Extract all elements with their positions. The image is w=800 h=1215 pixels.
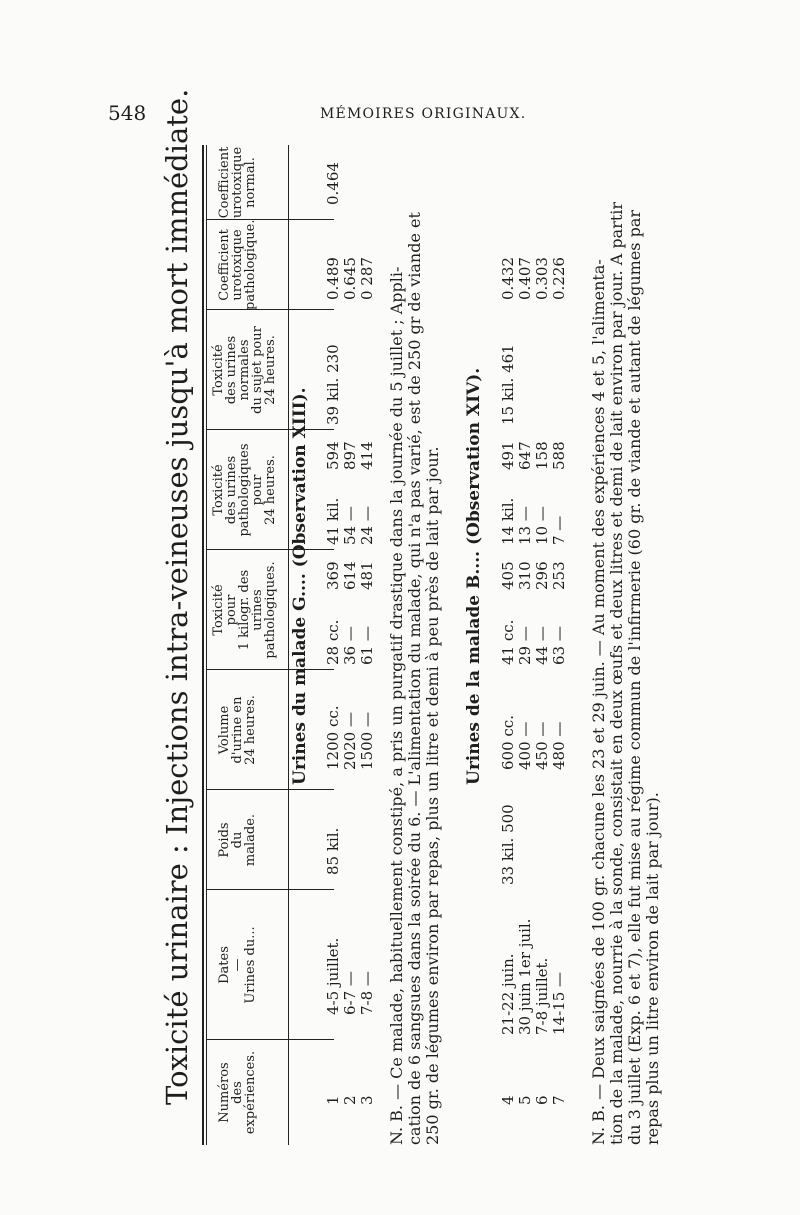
header-coef-norm: Coefficient urotoxique normal. (217, 146, 258, 219)
top-rule-thin (206, 145, 207, 1145)
page-number: 548 (108, 101, 147, 125)
group2-tox-kg-b: 405 310 296 253 (499, 561, 568, 590)
group1-tox-norm: 39 kil. 230 (324, 344, 342, 425)
group1-tox-kg-a: 28 cc. 36 — 61 — (324, 619, 376, 665)
group1-tox-24-a: 41 kil. 54 — 24 — (324, 497, 376, 545)
header-numeros: Numéros des expériences. (217, 1050, 258, 1135)
group2-nums: 4 5 6 7 (499, 1095, 568, 1105)
group1-nums: 1 2 3 (324, 1095, 376, 1105)
header-poids: Poids du malade. (217, 813, 258, 867)
running-head: MÉMOIRES ORIGINAUX. (320, 106, 527, 122)
header-dates: Dates — Urines du... (217, 926, 258, 1004)
group2-coef-path: 0.432 0.407 0.303 0.226 (499, 257, 568, 300)
top-rule (202, 145, 204, 1145)
group2-tox-norm: 15 kil. 461 (499, 344, 517, 425)
header-bottom-rule (288, 145, 289, 1145)
group1-heading: Urines du malade G.... (Observation XIII). (290, 387, 310, 785)
group2-volume: 600 cc. 400 — 450 — 480 — (499, 715, 568, 770)
group2-heading: Urines de la malade B.... (Observation XIV). (464, 367, 484, 785)
group1-coef-path: 0.489 0.645 0 287 (324, 257, 376, 300)
group1-volume: 1200 cc. 2020 — 1500 — (324, 705, 376, 770)
group2-tox-24-a: 14 kil. 13 — 10 — 7 — (499, 497, 568, 545)
group2-tox-24-b: 491 647 158 588 (499, 441, 568, 470)
group2-note: N. B. — Deux saignées de 100 gr. chacune les 23 et 29 juin. — Au moment des expériences 4 et 5, l'alimenta- tion de la malade, nourrie à la sonde, consistait en deux œufs et deux litres et demi de lait environ par jour. A partir du 3 juillet (Exp. 6 et 7), elle fut mise au régime commun de l'infirmerie (60 gr. de viande et autant de légumes par repas plus un litre environ de lait par jour). (589, 201, 662, 1145)
header-toxicite-kg: Toxicité pour 1 kilogr. des urines pathologiques. (211, 561, 278, 659)
group2-tox-kg-a: 41 cc. 29 — 44 — 63 — (499, 619, 568, 665)
group2-dates: 21-22 juin. 30 juin 1er juil. 7-8 juillet. 14-15 — (499, 918, 568, 1035)
group1-note: N. B. — Ce malade, habituellement constipé, a pris un purgatif drastique dans la journée du 5 juillet ; Appli- cation de 6 sangsues dans la soirée du 6. — L'alimentation du malade, qui n'a pas varié, est de 250 gr de viande et 250 gr. de légumes environ par repas, plus un litre et demi à peu près de lait par jour. (387, 212, 442, 1145)
header-coef-path: Coefficient urotoxique pathologique. (217, 219, 258, 310)
group1-poids: 85 kil. (324, 827, 342, 875)
table-title: Toxicité urinaire : Injections intra-veineuses jusqu'à mort immédiate. (160, 88, 194, 1105)
group1-dates: 4-5 juillet. 6-7 — 7-8 — (324, 937, 376, 1015)
group2-poids: 33 kil. 500 (499, 804, 517, 885)
header-toxicite-normale: Toxicité des urines normales du sujet pour 24 heures. (211, 326, 278, 414)
header-volume: Volume d'urine en 24 heures. (217, 695, 258, 765)
header-toxicite-24h: Toxicité des urines pathologiques pour 24 heures. (211, 443, 278, 537)
group1-tox-24-b: 594 897 414 (324, 441, 376, 470)
group1-tox-kg-b: 369 614 481 (324, 561, 376, 590)
group1-coef-norm: 0.464 (324, 162, 342, 205)
